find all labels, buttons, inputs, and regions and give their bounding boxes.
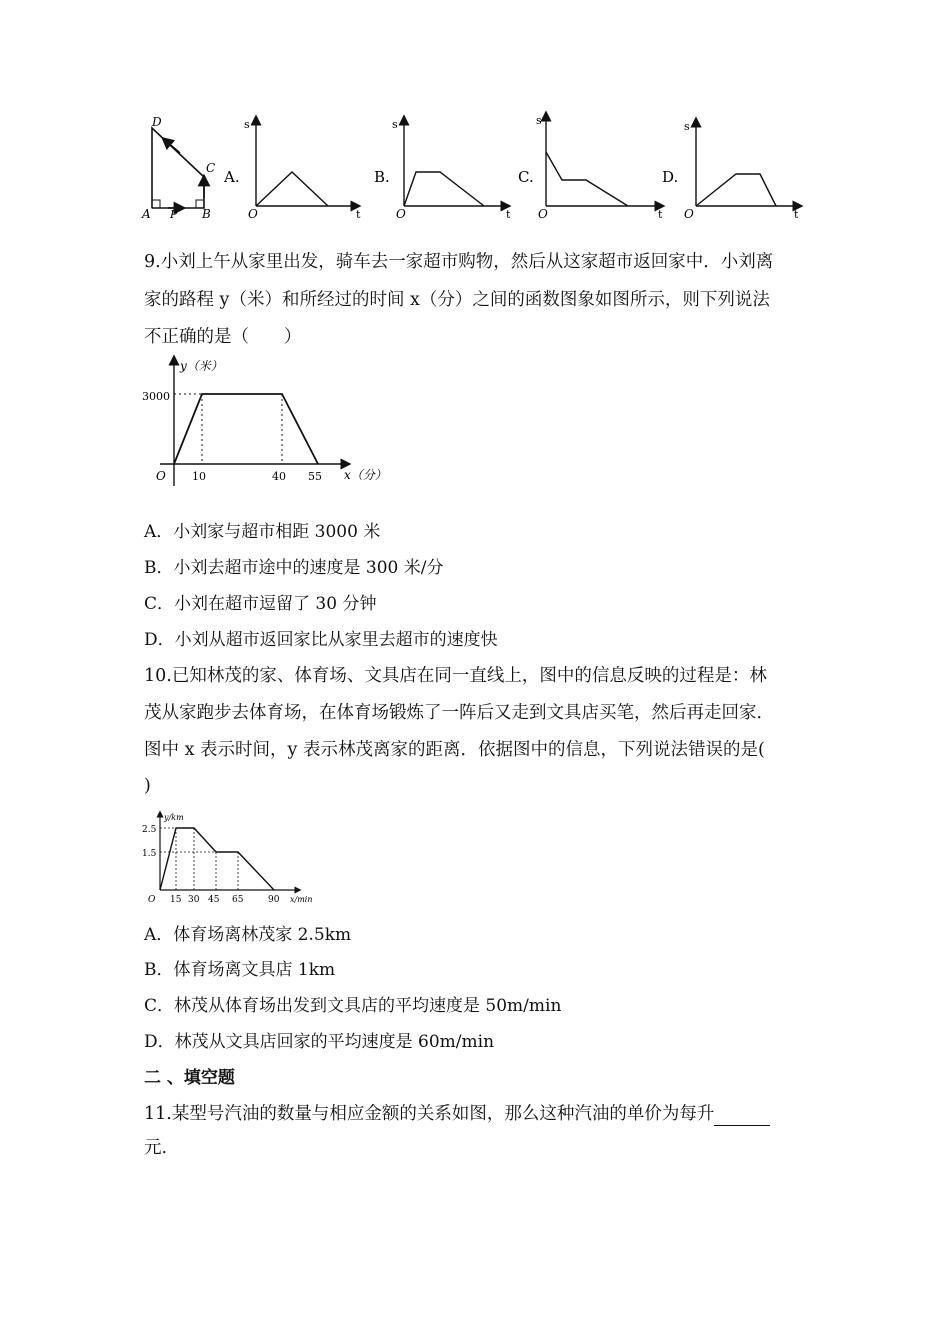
- q10-stem-line-3: 图中 x 表示时间，y 表示林茂离家的距离．依据图中的信息，下列说法错误的是(: [144, 740, 765, 760]
- q10-stem-line-1: 10.已知林茂的家、体育场、文具店在同一直线上，图中的信息反映的过程是：林: [144, 666, 767, 686]
- origin: O: [248, 207, 258, 221]
- label-D: D: [152, 115, 162, 129]
- q10-x-tick-45: 45: [208, 895, 220, 905]
- axis-t: t: [356, 208, 361, 221]
- q10-stem-line-2: 茂从家跑步去体育场，在体育场锻炼了一阵后又走到文具店买笔，然后再走回家．: [144, 703, 774, 723]
- q9-option-d: D．小刘从超市返回家比从家里去超市的速度快: [144, 630, 498, 650]
- option-c-label: C.: [518, 168, 534, 186]
- option-b-graph: [374, 118, 511, 221]
- q10-y-label: y/km: [164, 813, 184, 822]
- q9-x-label: x（分）: [344, 468, 387, 482]
- q10-x-label: x/min: [290, 895, 313, 904]
- q10-option-d: D．林茂从文具店回家的平均速度是 60m/min: [144, 1032, 495, 1052]
- q9-x-tick-10: 10: [192, 470, 206, 483]
- q10-x-tick-90: 90: [268, 895, 280, 905]
- q9-y-tick: 3000: [142, 390, 170, 403]
- option-a-graph: [223, 118, 361, 221]
- q9-graph: [140, 352, 390, 494]
- axis-t: t: [506, 208, 511, 221]
- label-C: C: [206, 161, 216, 175]
- q10-graph: [140, 808, 325, 908]
- answer-blank[interactable]: [714, 1107, 770, 1126]
- section-heading: 二 、填空题: [144, 1068, 235, 1088]
- q9-option-b: B．小刘去超市途中的速度是 300 米/分: [144, 558, 444, 578]
- q9-option-c: C．小刘在超市逗留了 30 分钟: [144, 594, 377, 614]
- origin: O: [684, 207, 694, 221]
- label-A: A: [142, 207, 151, 221]
- option-c-graph: [518, 114, 663, 221]
- origin: O: [396, 207, 406, 221]
- axis-t: t: [658, 208, 663, 221]
- q10-y-tick-1-5: 1.5: [142, 849, 157, 859]
- label-P: P: [170, 208, 178, 221]
- q10-stem-line-4: ): [144, 776, 151, 796]
- option-b-label: B.: [374, 168, 390, 186]
- option-d-graph: [662, 120, 799, 221]
- axis-s: s: [684, 120, 690, 133]
- q8-figures: [140, 110, 810, 225]
- q9-x-tick-55: 55: [308, 470, 322, 483]
- q9-x-tick-40: 40: [272, 470, 286, 483]
- q9-stem-line-3: 不正确的是（ ）: [144, 327, 302, 347]
- q11-text: 11.某型号汽油的数量与相应金额的关系如图，那么这种汽油的单价为每升: [144, 1104, 715, 1124]
- q10-x-tick-15: 15: [170, 895, 182, 905]
- q9-option-a: A．小刘家与超市相距 3000 米: [144, 522, 381, 542]
- q11-stem-line-1: [144, 1102, 770, 1126]
- q9-origin: O: [156, 469, 166, 483]
- axis-s: s: [536, 114, 542, 127]
- q10-option-a: A．体育场离林茂家 2.5km: [144, 925, 352, 945]
- q10-option-c: C．林茂从体育场出发到文具店的平均速度是 50m/min: [144, 996, 562, 1016]
- q11-stem-line-2: 元.: [144, 1138, 168, 1158]
- origin: O: [538, 207, 548, 221]
- q9-stem-line-1: 9.小刘上午从家里出发，骑车去一家超市购物，然后从这家超市返回家中．小刘离: [144, 252, 774, 272]
- option-a-label: A.: [224, 168, 240, 186]
- option-d-label: D.: [662, 168, 679, 186]
- q10-x-tick-65: 65: [232, 895, 244, 905]
- label-B: B: [202, 207, 211, 221]
- axis-s: s: [392, 118, 398, 131]
- q10-y-tick-2-5: 2.5: [142, 825, 157, 835]
- q10-x-tick-30: 30: [188, 895, 200, 905]
- q9-y-label: y（米）: [180, 359, 223, 373]
- q10-origin: O: [148, 895, 156, 905]
- axis-t: t: [794, 208, 799, 221]
- path-figure: [152, 128, 204, 208]
- q10-option-b: B．体育场离文具店 1km: [144, 960, 336, 980]
- axis-s: s: [244, 118, 250, 131]
- q9-stem-line-2: 家的路程 y（米）和所经过的时间 x（分）之间的函数图象如图所示，则下列说法: [144, 290, 770, 310]
